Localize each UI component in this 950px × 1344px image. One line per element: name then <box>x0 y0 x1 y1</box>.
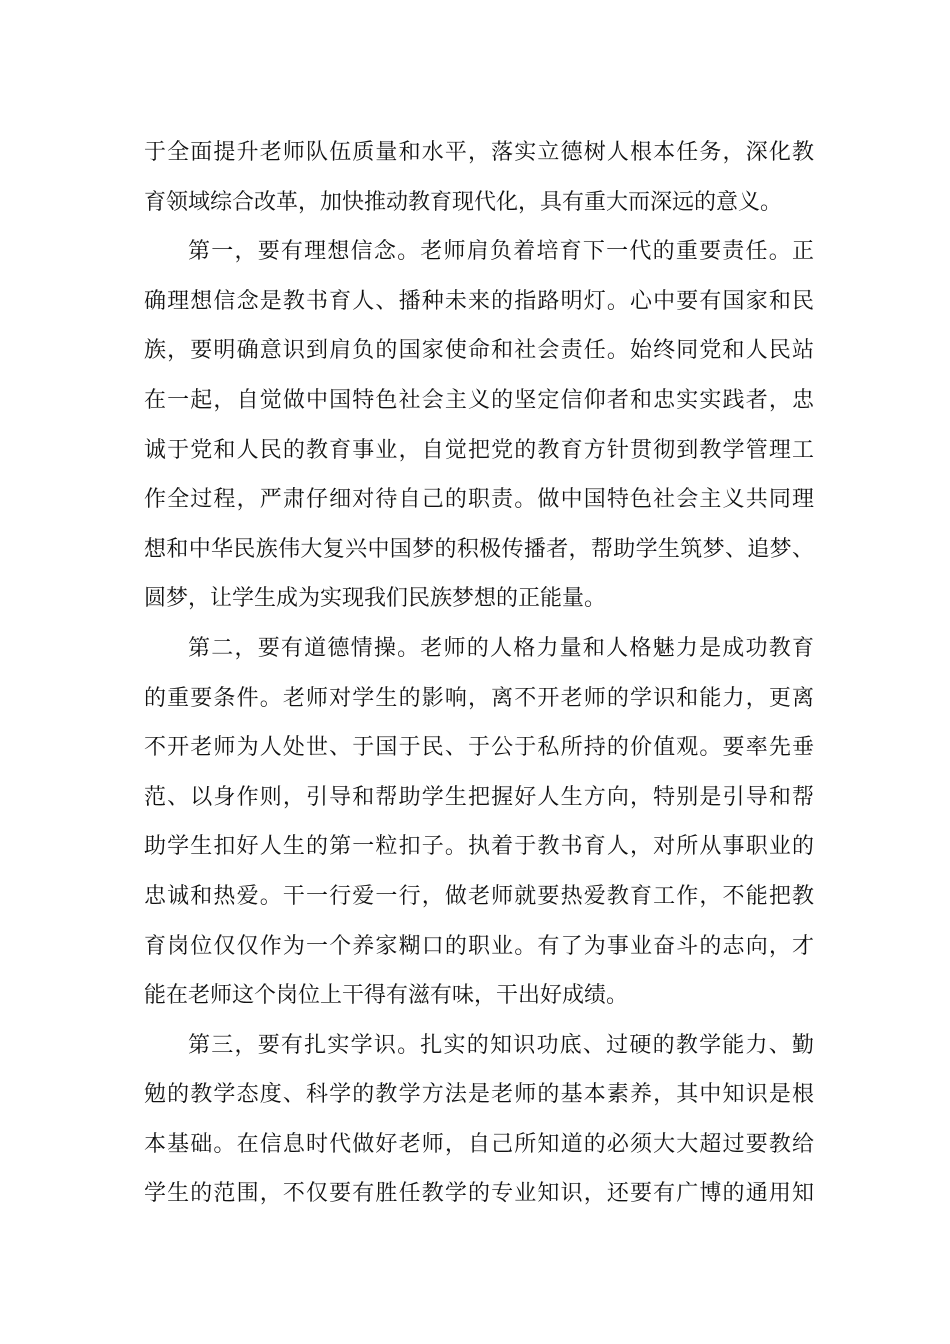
text-line: 在一起，自觉做中国特色社会主义的坚定信仰者和忠实实践者，忠 <box>144 387 814 413</box>
text-line: 勉的教学态度、科学的教学方法是老师的基本素养，其中知识是根 <box>144 1082 814 1108</box>
text-line: 确理想信念是教书育人、播种未来的指路明灯。心中要有国家和民 <box>144 288 814 314</box>
text-line: 圆梦，让学生成为实现我们民族梦想的正能量。 <box>144 586 607 612</box>
text-line: 学生的范围，不仅要有胜任教学的专业知识，还要有广博的通用知 <box>144 1181 814 1207</box>
text-line: 能在老师这个岗位上干得有滋有味，干出好成绩。 <box>144 983 629 1009</box>
text-line: 不开老师为人处世、于国于民、于公于私所持的价值观。要率先垂 <box>144 735 814 761</box>
text-line: 忠诚和热爱。干一行爱一行，做老师就要热爱教育工作，不能把教 <box>144 883 814 909</box>
text-line: 范、以身作则，引导和帮助学生把握好人生方向，特别是引导和帮 <box>144 784 814 810</box>
text-line: 助学生扣好人生的第一粒扣子。执着于教书育人，对所从事职业的 <box>144 834 814 860</box>
text-line: 于全面提升老师队伍质量和水平，落实立德树人根本任务，深化教 <box>144 140 814 165</box>
body-text <box>144 128 814 1219</box>
paragraph-first-line: 第三，要有扎实学识。扎实的知识功底、过硬的教学能力、勤 <box>188 1032 814 1058</box>
text-line: 育领域综合改革，加快推动教育现代化，具有重大而深远的意义。 <box>144 189 783 215</box>
text-line: 想和中华民族伟大复兴中国梦的积极传播者，帮助学生筑梦、追梦、 <box>144 536 814 562</box>
text-line: 族，要明确意识到肩负的国家使命和社会责任。始终同党和人民站 <box>144 338 814 364</box>
paragraph-first-line: 第一，要有理想信念。老师肩负着培育下一代的重要责任。正 <box>188 239 814 265</box>
text-line: 育岗位仅仅作为一个养家糊口的职业。有了为事业奋斗的志向，才 <box>144 933 814 959</box>
paragraph-first-line: 第二，要有道德情操。老师的人格力量和人格魅力是成功教育 <box>188 635 814 661</box>
text-line: 作全过程，严肃仔细对待自己的职责。做中国特色社会主义共同理 <box>144 487 814 513</box>
text-line: 的重要条件。老师对学生的影响，离不开老师的学识和能力，更离 <box>144 685 814 711</box>
text-line: 本基础。在信息时代做好老师，自己所知道的必须大大超过要教给 <box>144 1131 814 1157</box>
text-line: 诚于党和人民的教育事业，自觉把党的教育方针贯彻到教学管理工 <box>144 437 814 463</box>
